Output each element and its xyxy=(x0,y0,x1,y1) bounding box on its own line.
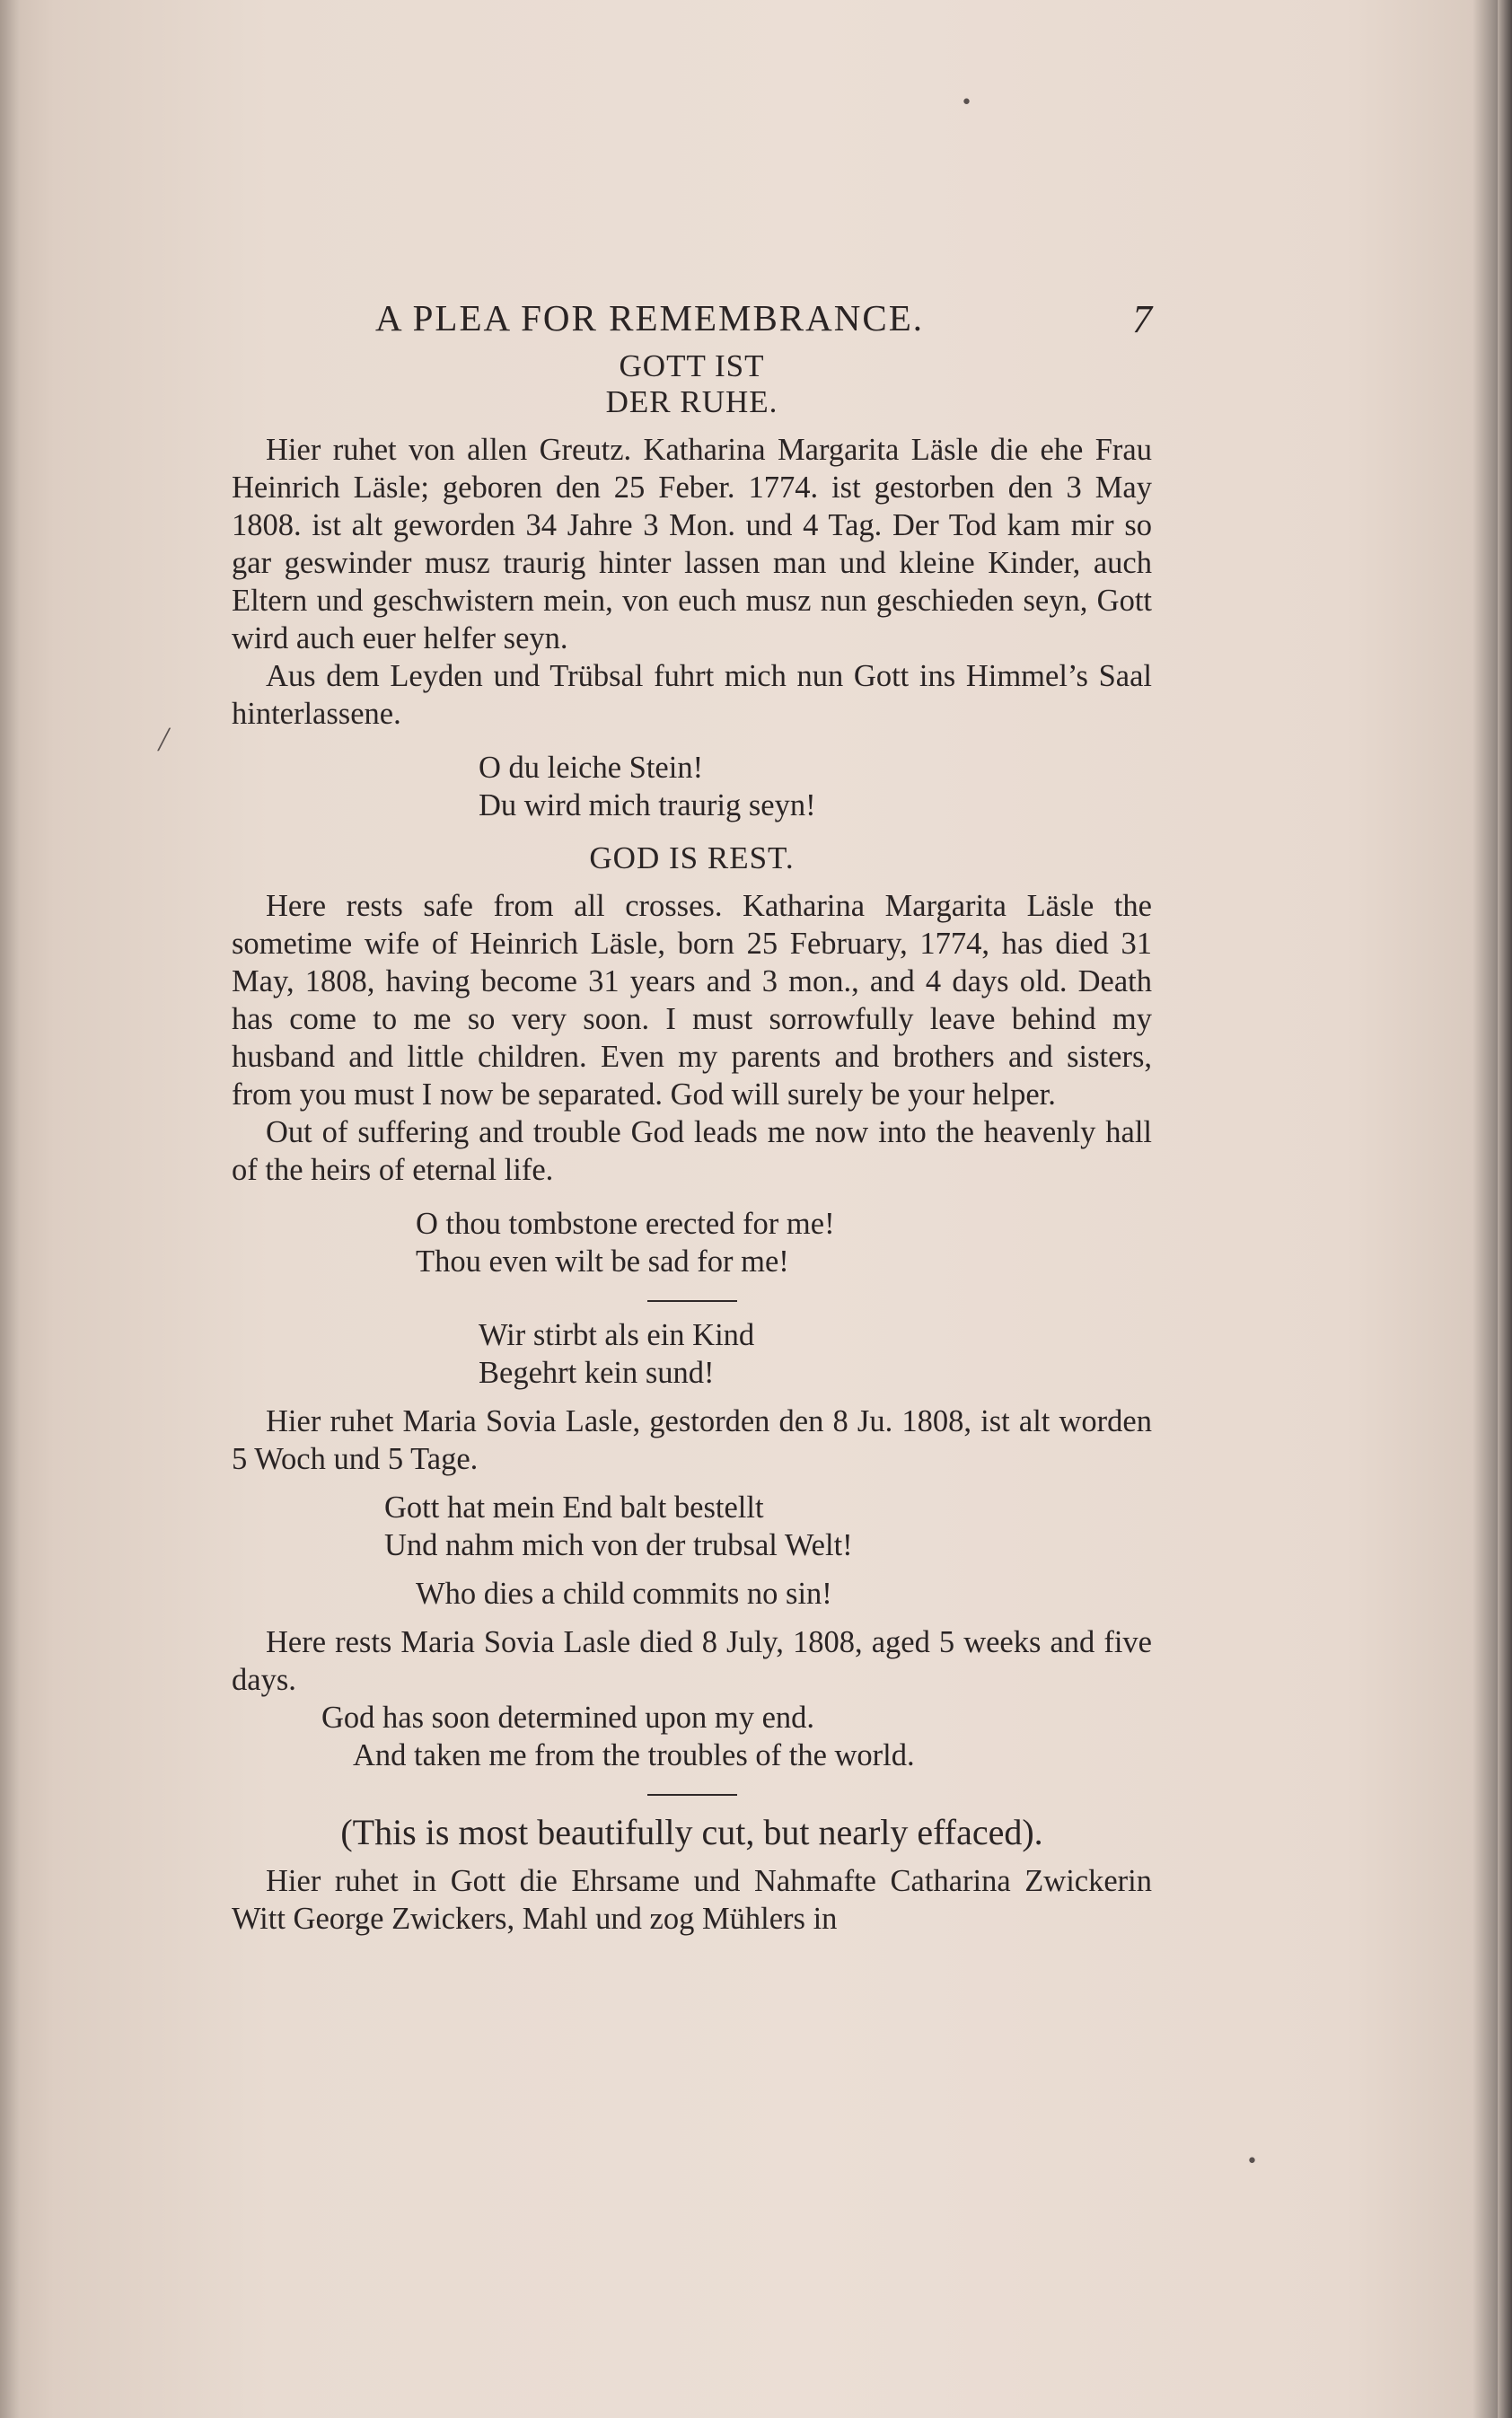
verse-line: God has soon determined upon my end. xyxy=(321,1701,815,1735)
paper-speck: • xyxy=(1246,2150,1258,2173)
heading-der-ruhe: DER RUHE. xyxy=(605,384,778,419)
verse-line: Du wird mich traurig seyn! xyxy=(479,788,816,822)
running-head xyxy=(232,287,1152,341)
translation-paragraph: Here rests Maria Sovia Lasle died 8 July, 1808, aged 5 weeks and five days. xyxy=(232,1625,1152,1697)
section-divider xyxy=(647,1794,737,1796)
verse-line: Gott hat mein End balt bestellt xyxy=(384,1490,764,1525)
pencil-mark: ╱ xyxy=(158,729,171,752)
verse-line: Who dies a child commits no sin! xyxy=(416,1577,832,1611)
heading-god-is-rest: GOD IS REST. xyxy=(589,840,795,875)
verse-line: And taken me from the troubles of the world. xyxy=(353,1738,915,1772)
page-number: 7 xyxy=(1132,297,1152,341)
epitaph-paragraph: Hier ruhet von allen Greutz. Katharina Margarita Läsle die ehe Frau Heinrich Läsle; geboren den 25 Feber. 1774. ist gestorben den 3 May 1808. ist alt geworden 34 Jahre 3 Mon. und 4 Tag. Der Tod kam mir so gar geswinder musz traurig hinter lassen man und kleine Kinder, auch Eltern und geschwistern mein, von euch musz nun geschieden seyn, Gott wird auch euer helfer seyn. xyxy=(232,433,1152,655)
book-edge xyxy=(1498,0,1512,2418)
heading-gott-ist: GOTT IST xyxy=(619,348,765,383)
epitaph-paragraph: Hier ruhet Maria Sovia Lasle, gestorden den 8 Ju. 1808, ist alt worden 5 Woch und 5 Tage. xyxy=(232,1404,1152,1476)
verse-line: O du leiche Stein! xyxy=(479,751,704,785)
running-title: A PLEA FOR REMEMBRANCE. xyxy=(375,297,924,339)
epitaph-paragraph: Aus dem Leyden und Trübsal fuhrt mich nun Gott ins Himmel’s Saal hinterlassene. xyxy=(232,659,1152,731)
page-gutter xyxy=(0,0,20,2418)
page-content xyxy=(232,287,1152,1938)
translation-paragraph: Here rests safe from all crosses. Katharina Margarita Läsle the sometime wife of Heinrich Läsle, born 25 February, 1774, has died 31 May, 1808, having become 31 years and 3 mon., and 4 days old. Death has come to me so very soon. I must sorrowfully leave behind my husband and little children. Even my parents and brothers and sisters, from you must I now be separated. God will surely be your helper. xyxy=(232,889,1152,1112)
translation-paragraph: Out of suffering and trouble God leads me now into the heavenly hall of the heirs of eternal life. xyxy=(232,1115,1152,1187)
section-divider xyxy=(647,1300,737,1302)
paper-speck: • xyxy=(961,92,972,114)
verse-line: Wir stirbt als ein Kind xyxy=(479,1318,755,1352)
epitaph-paragraph: Hier ruhet in Gott die Ehrsame und Nahmafte Catharina Zwickerin Witt George Zwickers, Mahl und zog Mühlers in xyxy=(232,1864,1152,1936)
verse-line: O thou tombstone erected for me! xyxy=(416,1207,835,1241)
editor-note: (This is most beautifully cut, but nearly effaced). xyxy=(340,1812,1043,1852)
verse-line: Und nahm mich von der trubsal Welt! xyxy=(384,1528,853,1562)
verse-line: Begehrt kein sund! xyxy=(479,1356,715,1390)
verse-line: Thou even wilt be sad for me! xyxy=(416,1244,789,1279)
